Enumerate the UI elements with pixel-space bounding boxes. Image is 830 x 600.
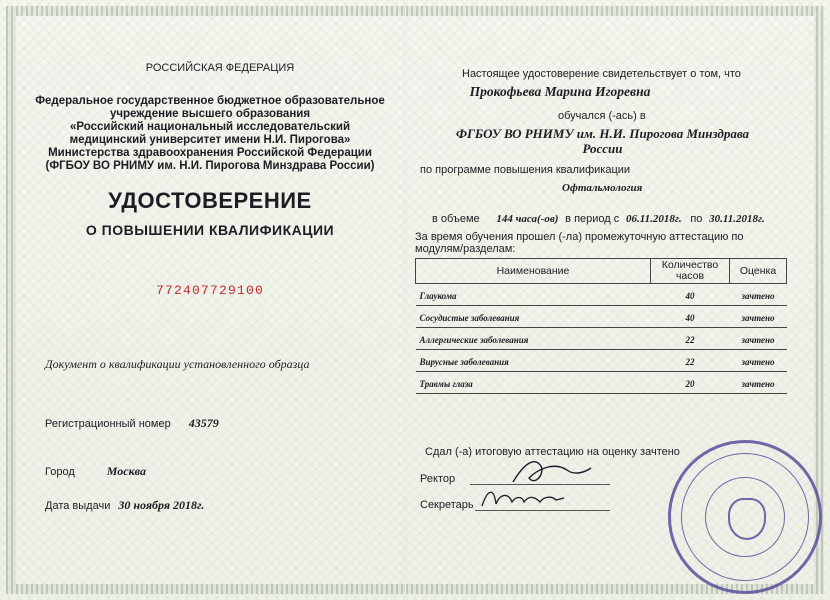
module-hours: 22: [651, 328, 730, 350]
document-subtitle: О ПОВЫШЕНИИ КВАЛИФИКАЦИИ: [85, 222, 335, 238]
institution-line: (ФГБОУ ВО РНИМУ им. Н.И. Пирогова Минздрава России): [45, 160, 375, 172]
period-row: [432, 213, 765, 225]
institution-line: медицинский университет имени Н.И. Пирогова»: [69, 134, 351, 146]
reg-number-row: [45, 414, 219, 432]
date-to: 30.11.2018г.: [709, 213, 765, 225]
module-grade: зачтено: [730, 350, 787, 372]
program-label: по программе повышения квалификации: [420, 164, 631, 176]
period-label: в период с: [565, 213, 620, 225]
eagle-emblem-icon: [728, 498, 766, 540]
issue-date-value: 30 ноября 2018г.: [118, 498, 205, 512]
module-hours: 20: [651, 372, 730, 394]
volume-label: в объеме: [432, 213, 480, 225]
issue-date-label: Дата выдачи: [45, 500, 111, 512]
module-grade: зачтено: [730, 284, 787, 306]
module-name: Аллергические заболевания: [416, 328, 651, 350]
secretary-label: Секретарь: [420, 499, 474, 511]
module-grade: зачтено: [730, 328, 787, 350]
institution-line: Министерства здравоохранения Российской Федерации: [48, 147, 372, 159]
institution-line: учреждение высшего образования: [109, 108, 311, 120]
attestation-line: За время обучения прошел (-ла) промежуточную аттестацию по: [415, 231, 744, 243]
institution-line: «Российский национальный исследовательский: [69, 121, 351, 133]
module-name: Сосудистые заболевания: [416, 306, 651, 328]
table-row: [416, 372, 787, 394]
module-name: Вирусные заболевания: [416, 350, 651, 372]
person-name: Прокофьева Марина Игоревна: [469, 84, 651, 99]
module-name: Глаукома: [416, 284, 651, 306]
studied-text: обучался (-ась) в: [558, 110, 646, 122]
hours-value: 144 часа(-ов): [496, 213, 559, 225]
attestation-line: модулям/разделам:: [415, 243, 516, 255]
organization-line: России: [582, 141, 623, 156]
secretary-signature: [478, 484, 568, 514]
module-grade: зачтено: [730, 372, 787, 394]
table-row: [416, 306, 787, 328]
header-hours: Количество часов: [651, 259, 730, 284]
institution-line: Федеральное государственное бюджетное образовательное: [35, 95, 385, 107]
module-name: Травмы глаза: [416, 372, 651, 394]
table-row: [416, 284, 787, 306]
document-type: Документ о квалификации установленного образца: [45, 357, 310, 371]
program-name: Офтальмология: [562, 182, 643, 194]
module-grade: зачтено: [730, 306, 787, 328]
module-hours: 40: [651, 284, 730, 306]
serial-number: 772407729100: [155, 283, 264, 298]
organization-line: ФГБОУ ВО РНИМУ им. Н.И. Пирогова Минздрава: [455, 126, 750, 141]
issue-date-row: [45, 496, 204, 514]
to-label: по: [690, 213, 703, 225]
city-row: [45, 462, 146, 480]
intro-text: Настоящее удостоверение свидетельствует о том, что: [462, 68, 741, 80]
reg-number-value: 43579: [188, 416, 219, 430]
document-title: УДОСТОВЕРЕНИЕ: [108, 188, 312, 213]
official-seal: [668, 440, 822, 594]
organization: [405, 126, 800, 156]
city-value: Москва: [106, 464, 146, 478]
institution-block: [20, 95, 400, 173]
page-fold: [404, 0, 407, 600]
final-exam-text: Сдал (-а) итоговую аттестацию на оценку зачтено: [425, 446, 680, 458]
modules-table: [415, 258, 787, 394]
header-grade: Оценка: [730, 259, 787, 284]
table-row: [416, 328, 787, 350]
table-header-row: [416, 259, 787, 284]
country-heading: РОССИЙСКАЯ ФЕДЕРАЦИЯ: [145, 62, 295, 74]
module-hours: 22: [651, 350, 730, 372]
table-row: [416, 350, 787, 372]
header-name: Наименование: [416, 259, 651, 284]
date-from: 06.11.2018г.: [626, 213, 682, 225]
rector-label: Ректор: [420, 473, 456, 485]
attestation-text: [415, 231, 744, 255]
module-hours: 40: [651, 306, 730, 328]
city-label: Город: [45, 466, 75, 478]
reg-number-label: Регистрационный номер: [45, 418, 171, 430]
